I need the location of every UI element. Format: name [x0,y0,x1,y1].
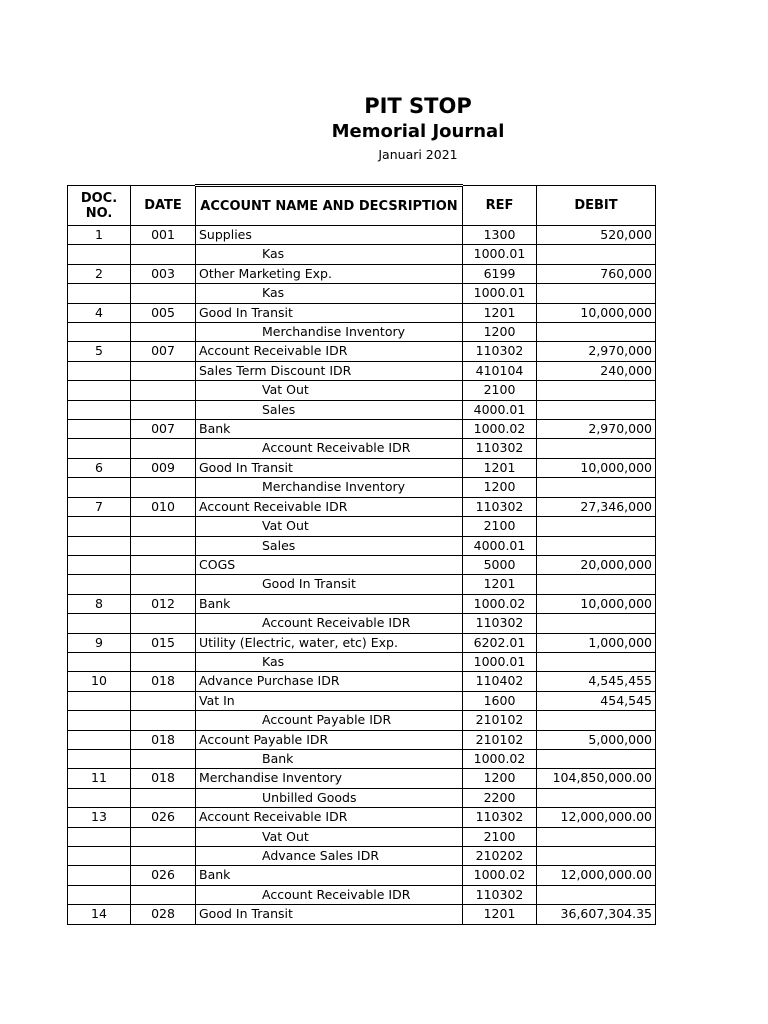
doc-no-cell [68,866,131,885]
table-row [68,652,656,671]
date-cell [131,847,196,866]
doc-no-cell: 8 [68,594,131,613]
doc-no-cell [68,652,131,671]
ref-cell: 110302 [463,614,537,633]
table-row [68,264,656,283]
debit-cell: 760,000 [537,264,656,283]
account-cell: Bank [196,866,463,885]
debit-cell: 5,000,000 [537,730,656,749]
account-cell: Account Payable IDR [196,711,463,730]
table-row [68,245,656,264]
account-cell: Bank [196,594,463,613]
doc-no-cell: 9 [68,633,131,652]
table-row [68,633,656,652]
date-cell [131,361,196,380]
ref-cell: 5000 [463,555,537,574]
debit-cell [537,652,656,671]
debit-cell [537,749,656,768]
debit-cell [537,381,656,400]
doc-no-cell [68,381,131,400]
debit-cell: 12,000,000.00 [537,808,656,827]
doc-no-cell [68,420,131,439]
debit-cell: 27,346,000 [537,497,656,516]
debit-cell: 1,000,000 [537,633,656,652]
header-doc-no: DOC. NO. [68,186,131,226]
account-cell: Supplies [196,226,463,245]
ref-cell: 1600 [463,691,537,710]
doc-no-cell: 2 [68,264,131,283]
doc-no-cell [68,323,131,342]
table-row [68,420,656,439]
header-debit: DEBIT [537,186,656,226]
account-cell: Account Receivable IDR [196,497,463,516]
ref-cell: 110302 [463,885,537,904]
ref-cell: 410104 [463,361,537,380]
doc-no-cell [68,478,131,497]
table-row [68,536,656,555]
ref-cell: 110302 [463,439,537,458]
date-cell [131,245,196,264]
debit-cell [537,323,656,342]
debit-cell: 4,545,455 [537,672,656,691]
table-row [68,226,656,245]
date-cell: 015 [131,633,196,652]
ref-cell: 1201 [463,303,537,322]
table-row [68,517,656,536]
account-cell: Utility (Electric, water, etc) Exp. [196,633,463,652]
account-cell: Other Marketing Exp. [196,264,463,283]
date-cell [131,691,196,710]
table-header-row [68,186,656,226]
doc-no-cell [68,439,131,458]
table-row [68,342,656,361]
ref-cell: 1000.02 [463,866,537,885]
ref-cell: 110302 [463,342,537,361]
date-cell [131,381,196,400]
account-cell: Account Receivable IDR [196,614,463,633]
debit-cell [537,885,656,904]
doc-no-cell: 4 [68,303,131,322]
debit-cell: 520,000 [537,226,656,245]
table-row [68,458,656,477]
account-cell: Account Receivable IDR [196,885,463,904]
date-cell [131,575,196,594]
doc-no-cell [68,749,131,768]
account-cell: Account Receivable IDR [196,342,463,361]
doc-no-cell [68,614,131,633]
date-cell [131,711,196,730]
ref-cell: 1000.01 [463,652,537,671]
date-cell: 007 [131,420,196,439]
account-cell: Vat Out [196,517,463,536]
doc-no-cell [68,575,131,594]
debit-cell: 10,000,000 [537,594,656,613]
ref-cell: 4000.01 [463,400,537,419]
account-cell: Kas [196,245,463,264]
table-row [68,555,656,574]
account-cell: Good In Transit [196,905,463,924]
doc-no-cell [68,517,131,536]
ref-cell: 1000.02 [463,420,537,439]
date-cell: 026 [131,808,196,827]
account-cell: Good In Transit [196,458,463,477]
account-cell: Good In Transit [196,303,463,322]
doc-no-cell [68,788,131,807]
table-row [68,769,656,788]
table-row [68,827,656,846]
date-cell [131,439,196,458]
doc-no-cell: 11 [68,769,131,788]
ref-cell: 2100 [463,827,537,846]
date-cell [131,478,196,497]
doc-no-cell: 7 [68,497,131,516]
table-row [68,885,656,904]
table-row [68,361,656,380]
document-title: Memorial Journal [331,121,505,142]
account-cell: Kas [196,284,463,303]
debit-cell [537,439,656,458]
debit-cell [537,614,656,633]
period-label: Januari 2021 [378,147,458,162]
date-cell: 028 [131,905,196,924]
debit-cell [537,788,656,807]
date-cell: 009 [131,458,196,477]
date-cell: 003 [131,264,196,283]
ref-cell: 1200 [463,323,537,342]
header-date: DATE [131,186,196,226]
date-cell: 010 [131,497,196,516]
date-cell: 018 [131,769,196,788]
account-cell: Account Payable IDR [196,730,463,749]
date-cell [131,614,196,633]
debit-cell [537,284,656,303]
table-row [68,594,656,613]
date-cell [131,284,196,303]
date-cell: 007 [131,342,196,361]
debit-cell: 10,000,000 [537,303,656,322]
account-cell: Merchandise Inventory [196,769,463,788]
table-row [68,478,656,497]
account-cell: COGS [196,555,463,574]
ref-cell: 1201 [463,905,537,924]
doc-no-cell: 14 [68,905,131,924]
doc-no-cell: 5 [68,342,131,361]
table-row [68,323,656,342]
doc-no-cell [68,361,131,380]
debit-cell: 2,970,000 [537,342,656,361]
date-cell: 018 [131,730,196,749]
ref-cell: 1000.01 [463,284,537,303]
date-cell [131,323,196,342]
date-cell: 005 [131,303,196,322]
account-cell: Kas [196,652,463,671]
ref-cell: 1000.02 [463,594,537,613]
ref-cell: 110402 [463,672,537,691]
date-cell [131,749,196,768]
header-account: ACCOUNT NAME AND DECSRIPTION [196,186,463,226]
account-cell: Vat Out [196,381,463,400]
doc-no-cell [68,245,131,264]
debit-cell [537,827,656,846]
debit-cell: 10,000,000 [537,458,656,477]
header-ref: REF [463,186,537,226]
debit-cell: 104,850,000.00 [537,769,656,788]
table-row [68,749,656,768]
ref-cell: 1300 [463,226,537,245]
doc-no-cell [68,847,131,866]
debit-cell [537,517,656,536]
ref-cell: 110302 [463,497,537,516]
date-cell [131,555,196,574]
date-cell [131,885,196,904]
ref-cell: 210202 [463,847,537,866]
account-cell: Advance Sales IDR [196,847,463,866]
debit-cell: 2,970,000 [537,420,656,439]
debit-cell: 20,000,000 [537,555,656,574]
ref-cell: 2100 [463,381,537,400]
table-row [68,847,656,866]
ref-cell: 1000.02 [463,749,537,768]
account-cell: Account Receivable IDR [196,439,463,458]
doc-no-cell [68,711,131,730]
table-row [68,497,656,516]
table-row [68,672,656,691]
doc-no-cell: 1 [68,226,131,245]
account-cell: Advance Purchase IDR [196,672,463,691]
debit-cell [537,400,656,419]
doc-no-cell: 6 [68,458,131,477]
company-name: PIT STOP [364,94,472,118]
debit-cell [537,245,656,264]
debit-cell: 454,545 [537,691,656,710]
account-cell: Merchandise Inventory [196,323,463,342]
doc-no-cell [68,691,131,710]
date-cell: 012 [131,594,196,613]
debit-cell [537,575,656,594]
doc-no-cell [68,885,131,904]
account-cell: Sales Term Discount IDR [196,361,463,380]
date-cell [131,788,196,807]
table-row [68,691,656,710]
table-row [68,788,656,807]
journal-body [68,226,656,925]
debit-cell [537,478,656,497]
debit-cell [537,711,656,730]
ref-cell: 1201 [463,575,537,594]
journal-table [67,184,656,925]
date-cell: 018 [131,672,196,691]
doc-no-cell: 13 [68,808,131,827]
table-row [68,866,656,885]
date-cell [131,652,196,671]
debit-cell [537,536,656,555]
ref-cell: 110302 [463,808,537,827]
doc-no-cell: 10 [68,672,131,691]
table-row [68,614,656,633]
account-cell: Sales [196,400,463,419]
date-cell [131,517,196,536]
ref-cell: 2100 [463,517,537,536]
ref-cell: 210102 [463,730,537,749]
ref-cell: 1200 [463,478,537,497]
debit-cell: 240,000 [537,361,656,380]
account-cell: Good In Transit [196,575,463,594]
ref-cell: 4000.01 [463,536,537,555]
table-row [68,808,656,827]
doc-no-cell [68,284,131,303]
ref-cell: 1201 [463,458,537,477]
ref-cell: 1000.01 [463,245,537,264]
ref-cell: 6202.01 [463,633,537,652]
doc-no-cell [68,827,131,846]
ref-cell: 2200 [463,788,537,807]
table-row [68,381,656,400]
account-cell: Vat In [196,691,463,710]
table-row [68,575,656,594]
debit-cell: 12,000,000.00 [537,866,656,885]
doc-no-cell [68,400,131,419]
date-cell [131,827,196,846]
account-cell: Bank [196,420,463,439]
ref-cell: 6199 [463,264,537,283]
account-cell: Sales [196,536,463,555]
debit-cell [537,847,656,866]
table-row [68,400,656,419]
date-cell: 001 [131,226,196,245]
table-row [68,905,656,924]
doc-no-cell [68,555,131,574]
ref-cell: 1200 [463,769,537,788]
date-cell [131,536,196,555]
doc-no-cell [68,536,131,555]
ref-cell: 210102 [463,711,537,730]
debit-cell: 36,607,304.35 [537,905,656,924]
table-row [68,711,656,730]
table-row [68,439,656,458]
doc-no-cell [68,730,131,749]
table-row [68,303,656,322]
account-cell: Vat Out [196,827,463,846]
account-cell: Account Receivable IDR [196,808,463,827]
date-cell [131,400,196,419]
account-cell: Bank [196,749,463,768]
table-row [68,730,656,749]
account-cell: Unbilled Goods [196,788,463,807]
account-cell: Merchandise Inventory [196,478,463,497]
table-row [68,284,656,303]
date-cell: 026 [131,866,196,885]
